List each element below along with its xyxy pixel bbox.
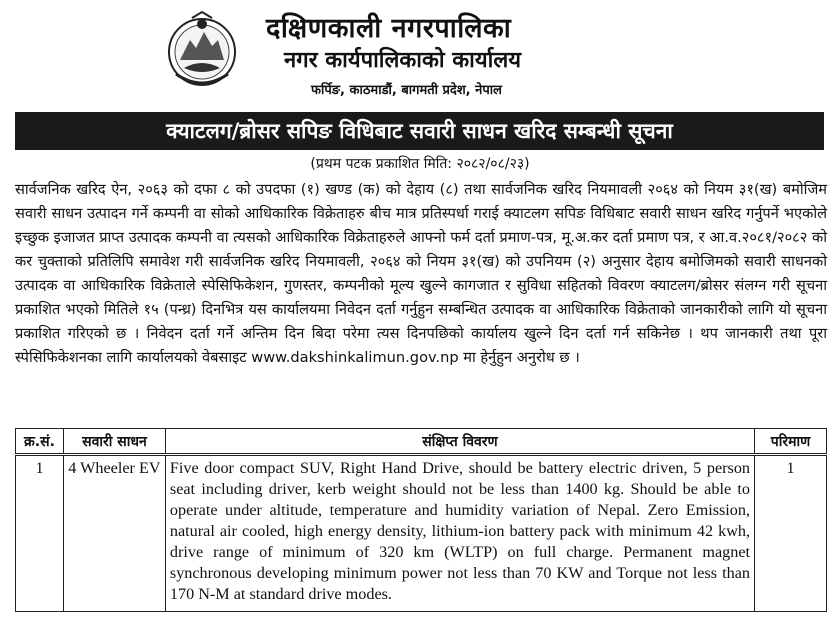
specification-table [15, 428, 827, 612]
notice-header [0, 0, 840, 108]
header-vehicle: सवारी साधन [63, 429, 165, 455]
header-description: संक्षिप्त विवरण [165, 429, 754, 455]
office-address: फर्पिङ, काठमाडौं, बागमती प्रदेश, नेपाल [311, 83, 502, 98]
office-name: नगर कार्यपालिकाको कार्यालय [284, 48, 521, 73]
row-vehicle: 4 Wheeler EV [63, 455, 165, 612]
table-header-row [16, 429, 827, 455]
row-description: Five door compact SUV, Right Hand Drive, should be battery electric driven, 5 person seat including driver, kerb weight should not be less than 1400 kg. Should be able to operate under altitude, temperature and humidity variation of Nepal. Zero Emission, natural air cooled, high energy density, lithium-ion battery pack with minimum 42 kwh, drive range of minimum of 320 km (WLTP) on full charge. Permanent magnet synchronous developing minimum power not less than 70 KW and Torque not less than 170 N-M at standard drive modes. [165, 455, 754, 612]
table-row [16, 455, 827, 612]
notice-body: सार्वजनिक खरिद ऐन, २०६३ को दफा ८ को उपदफा (१) खण्ड (क) को देहाय (८) तथा सार्वजनिक खरिद नियमावली २०६४ को नियम ३१(ख) बमोजिम सवारी साधन उत्पादन गर्ने कम्पनी वा सोको आधिकारिक विक्रेताहरु बीच मात्र प्रतिस्पर्धा गराई क्याटलग सपिङ विधिबाट सवारी साधन खरिद गर्नुपर्ने भएकोले इच्छुक इजाजत प्राप्त उत्पादक कम्पनी वा त्यसको आधिकारिक विक्रेताहरुले आफ्नो फर्म दर्ता प्रमाण-पत्र, मू.अ.कर दर्ता प्रमाण पत्र, र आ.व.२०८१/२०८२ को कर चुक्ताको प्रतिलिपि समावेश गरी सार्वजनिक खरिद नियमावली, २०६४ को नियम ३१(ख) को उपनियम (२) अनुसार देहाय बमोजिमको सवारी साधनको उत्पादक वा आधिकारिक विक्रेताले स्पेसिफिकेशन, गुणस्तर, कम्पनीको मूल्य खुल्ने कागजात र सुविधा सहितको विवरण क्याटलग/ब्रोसर संलग्न गरी सूचना प्रकाशित भएको मितिले १५ (पन्ध्र) दिनभित्र यस कार्यालयमा निवेदन दर्ता गर्नुहुन सम्बन्धित उत्पादक वा आधिकारिक विक्रेताको जानकारीको लागि यो सूचना प्रकाशित गरिएको छ । निवेदन दर्ता गर्ने अन्तिम दिन बिदा परेमा त्यस दिनपछिको कार्यालय खुल्ने दिन दर्ता गर्न सकिनेछ । थप जानकारी तथा पूरा स्पेसिफिकेशनका लागि कार्यालयको वेबसाइट www.dakshinkalimun.gov.np मा हेर्नुहुन अनुरोध छ । [15, 181, 827, 366]
header-quantity: परिमाण [755, 429, 827, 455]
row-serial-number: 1 [16, 455, 64, 612]
organization-name: दक्षिणकाली नगरपालिका [266, 13, 512, 44]
publish-date: (प्रथम पटक प्रकाशित मिति: २०८२/०८/२३) [310, 156, 530, 172]
row-quantity: 1 [755, 455, 827, 612]
nepal-emblem-icon [166, 10, 238, 94]
notice-title: क्याटलग/ब्रोसर सपिङ विधिबाट सवारी साधन खरिद सम्बन्धी सूचना [15, 112, 824, 150]
header-serial-number: क्र.सं. [16, 429, 64, 455]
